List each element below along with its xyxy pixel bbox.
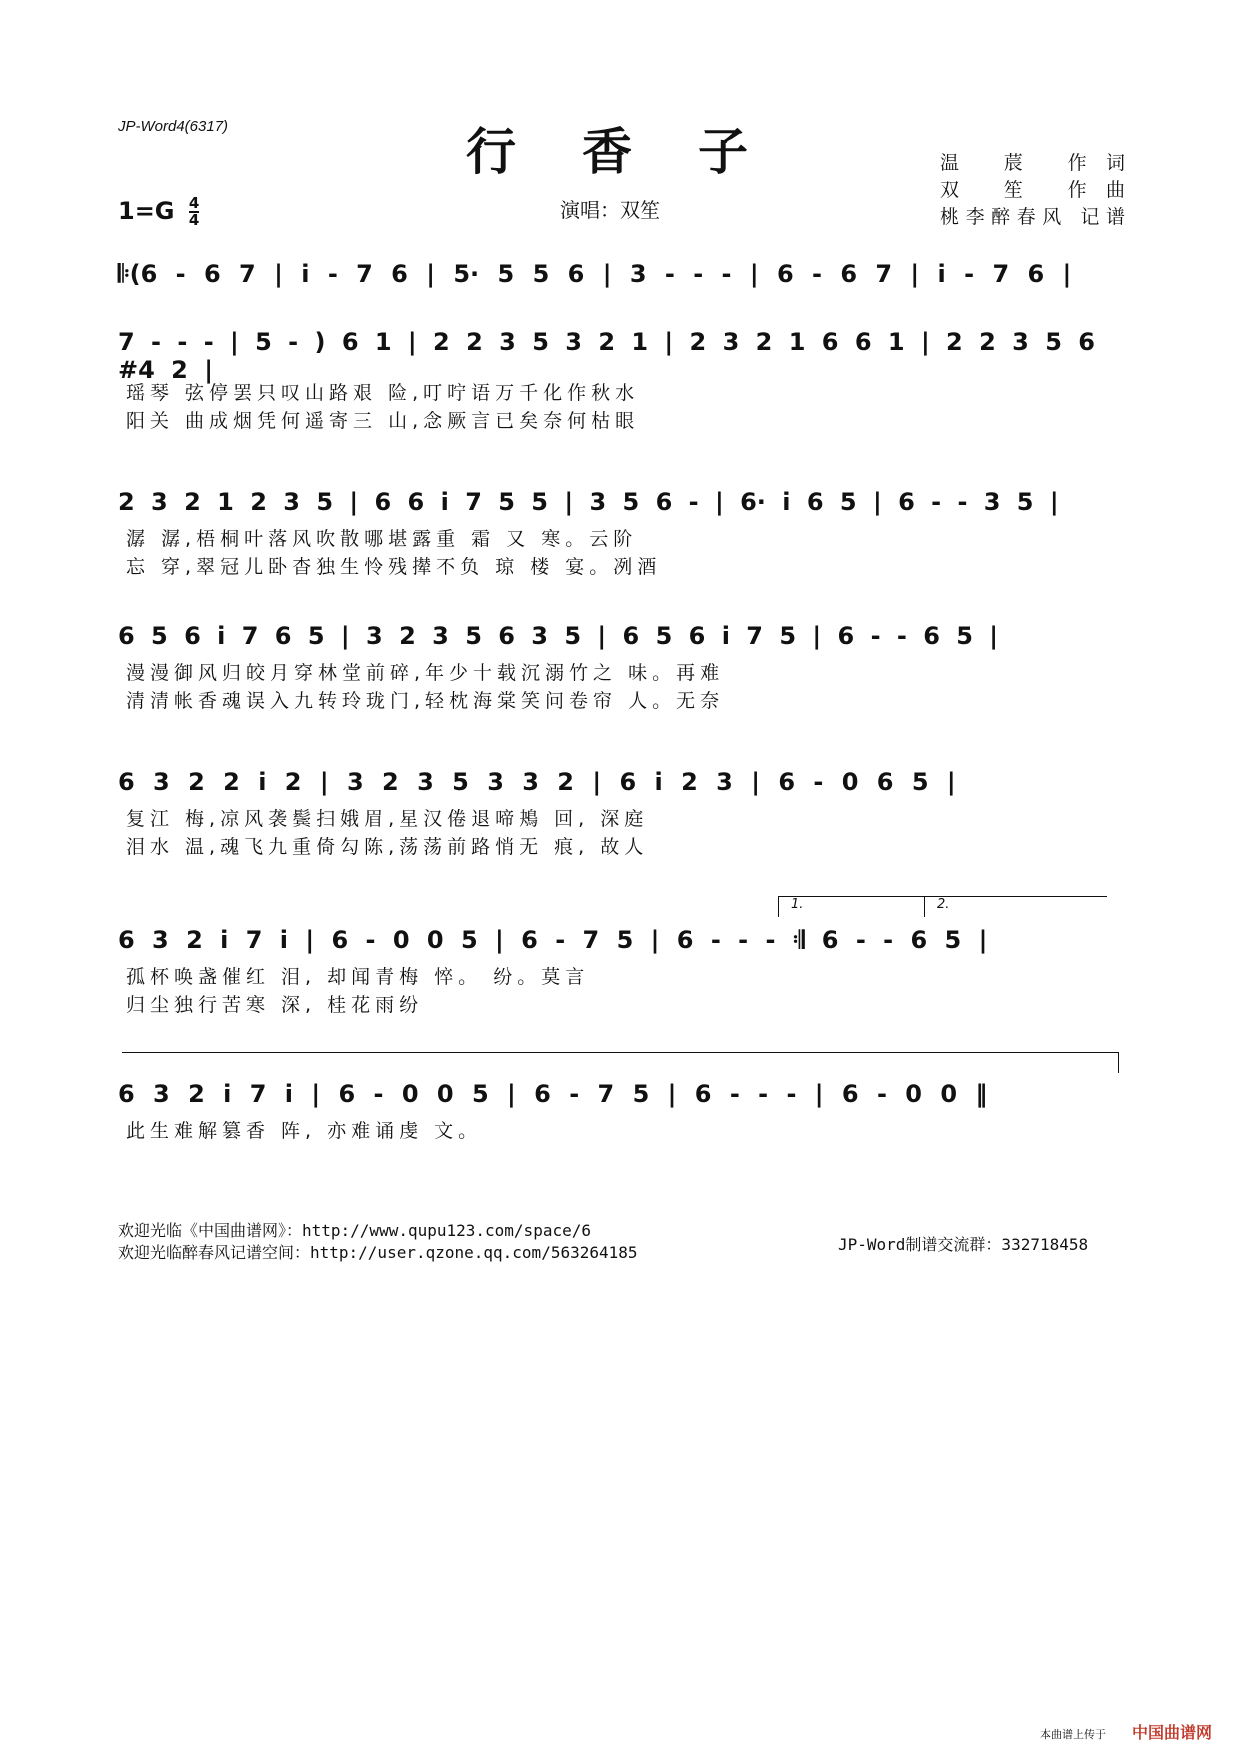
footer-link-2[interactable]: 欢迎光临醉春风记谱空间：http://user.qzone.qq.com/563264185 xyxy=(118,1243,638,1262)
key-signature xyxy=(118,196,199,228)
notes-line: 6 3 2 2 i 2 | 3 2 3 5 3 3 2 | 6 i 2 3 | 6 - 0 6 5 | xyxy=(118,768,956,796)
singer: 演唱：双笙 xyxy=(560,198,660,222)
credits xyxy=(940,150,1125,231)
footer-links xyxy=(118,1220,638,1264)
lyrics-verse-1: 漫漫御风归皎月穿林堂前碎,年少十载沉溺竹之 味。再难 xyxy=(126,662,725,684)
lyrics-verse-1: 此生难解篡香 阵, 亦难诵虔 文。 xyxy=(126,1120,483,1142)
notes-line: 6 5 6 i 7 6 5 | 3 2 3 5 6 3 5 | 6 5 6 i 7 5 | 6 - - 6 5 | xyxy=(118,622,999,650)
notes-line: 6 3 2 i 7 i | 6 - 0 0 5 | 6 - 7 5 | 6 - - - | 6 - 0 0 ‖ xyxy=(118,1080,988,1108)
transcriber: 桃李醉春风 记谱 xyxy=(940,206,1125,228)
notes-line: 7 - - - | 5 - ) 6 1 | 2 2 3 5 3 2 1 | 2 3 2 1 6 6 1 | 2 2 3 5 6 #4 2 | xyxy=(118,328,1095,384)
key-label: 1=G xyxy=(118,197,175,225)
time-denominator: 4 xyxy=(188,211,200,229)
lyricist: 温 莀 作词 xyxy=(940,152,1125,174)
lyrics-verse-2: 阳关 曲成烟凭何遥寄三 山,念厥言已矣奈何枯眼 xyxy=(126,410,640,432)
slur-line xyxy=(122,1052,1119,1073)
lyrics-verse-2: 清清帐香魂误入九转玲珑门,轻枕海棠笑问卷帘 人。无奈 xyxy=(126,690,725,712)
upload-note: 本曲谱上传于 xyxy=(1040,1728,1106,1741)
lyrics-verse-2: 泪水 温,魂飞九重倚勾陈,荡荡前路悄无 痕, 故人 xyxy=(126,836,649,858)
notes-line: 6 3 2 i 7 i | 6 - 0 0 5 | 6 - 7 5 | 6 - - - 𝄇 6 - - 6 5 | xyxy=(118,926,988,954)
footer-link-1[interactable]: 欢迎光临《中国曲谱网》：http://www.qupu123.com/space/6 xyxy=(118,1221,591,1240)
song-title: 行香子 xyxy=(466,122,814,181)
lyrics-verse-1: 瑶琴 弦停罢只叹山路艰 险,叮咛语万千化作秋水 xyxy=(126,382,640,404)
lyrics-verse-2: 归尘独行苦寒 深, 桂花雨纷 xyxy=(126,994,424,1016)
site-logo[interactable]: 中国曲谱网 xyxy=(1132,1723,1213,1742)
source-label: JP-Word4(6317) xyxy=(118,118,229,135)
group-info: JP-Word制谱交流群：332718458 xyxy=(838,1235,1089,1254)
lyrics-verse-2: 忘 穿,翠冠儿卧杳独生怜残撵不负 琼 楼 宴。冽酒 xyxy=(126,556,662,578)
lyrics-verse-1: 复江 梅,凉风袭鬓扫娥眉,星汉倦退啼鴂 回, 深庭 xyxy=(126,808,649,830)
volta-1: 1. xyxy=(778,896,931,917)
volta-2: 2. xyxy=(924,896,1107,917)
notes-line: 2 3 2 1 2 3 5 | 6 6 i 7 5 5 | 3 5 6 - | 6· i 6 5 | 6 - - 3 5 | xyxy=(118,488,1059,516)
time-signature xyxy=(189,196,199,228)
lyrics-verse-1: 孤杯唤盏催红 泪, 却闻青梅 悴。 纷。莫言 xyxy=(126,966,590,988)
composer: 双 笙 作曲 xyxy=(940,179,1125,201)
notes-line: 𝄆(6 - 6 7 | i - 7 6 | 5· 5 5 6 | 3 - - - | 6 - 6 7 | i - 7 6 | xyxy=(118,260,1072,288)
lyrics-verse-1: 潺 潺,梧桐叶落风吹散哪堪露重 霜 又 寒。云阶 xyxy=(126,528,638,550)
time-numerator: 4 xyxy=(188,194,200,212)
